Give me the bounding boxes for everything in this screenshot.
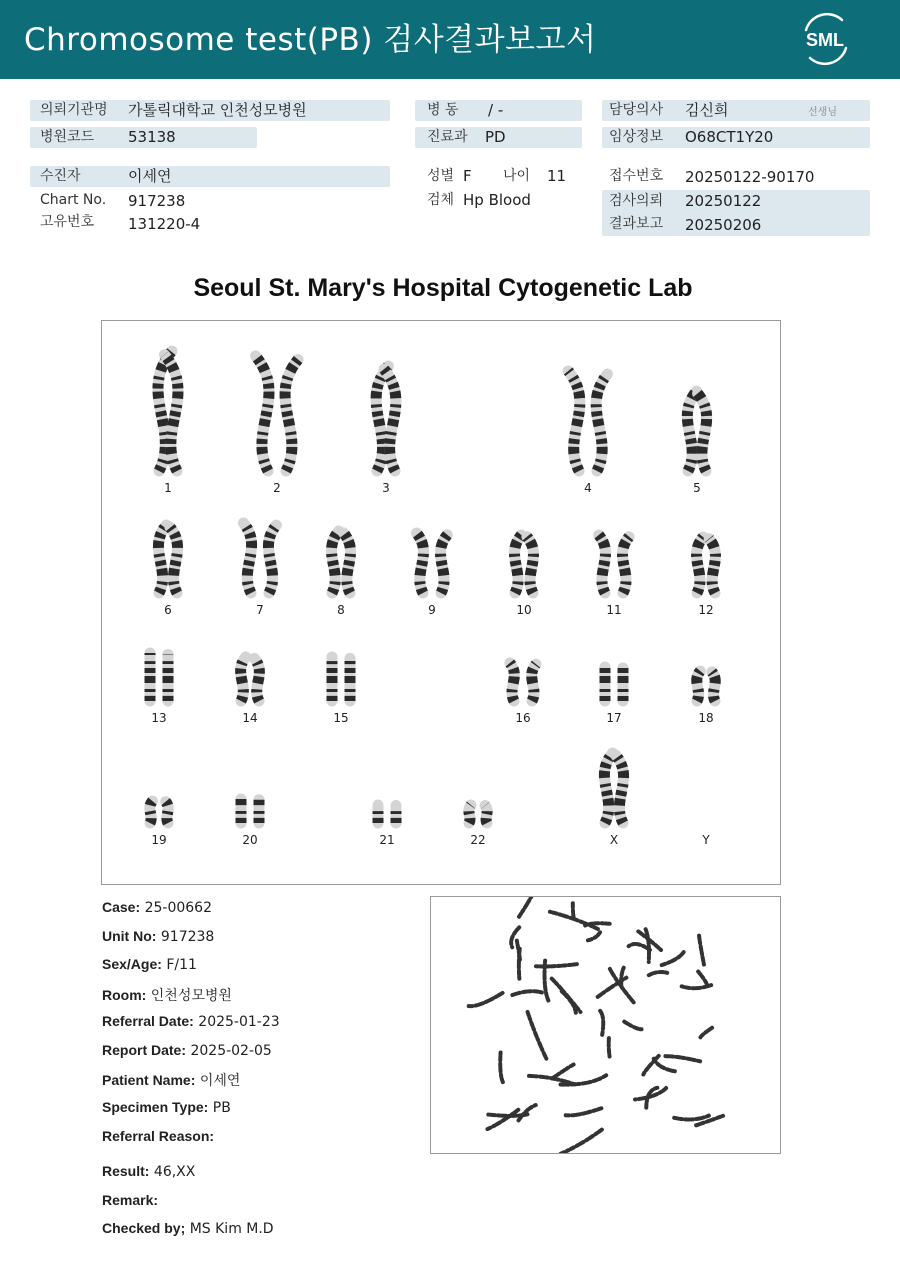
chromosome-22-a	[469, 805, 471, 823]
metaphase-panel	[430, 896, 781, 1154]
header-banner	[0, 0, 900, 79]
specimen-value: Hp Blood	[463, 191, 531, 209]
chromosome-19-a	[150, 801, 153, 823]
sexage-value: F/11	[166, 957, 197, 973]
department-label: 진료과	[427, 129, 468, 145]
chromosome-label-3: 3	[382, 481, 390, 495]
hospital-code-label: 병원코드	[40, 129, 95, 145]
checked-by-line	[102, 1220, 274, 1237]
case-report-date-label: Report Date:	[102, 1042, 187, 1058]
report-date-line	[102, 1042, 272, 1059]
request-date-label: 검사의뢰	[609, 193, 664, 209]
chromosome-label-5: 5	[693, 481, 701, 495]
result-line	[102, 1163, 195, 1180]
chromosome-label-2: 2	[273, 481, 281, 495]
chromosome-label-9: 9	[428, 603, 436, 617]
chromosome-label-22: 22	[470, 833, 486, 847]
ward-label: 병 동	[427, 102, 459, 118]
unit-line	[102, 928, 214, 945]
metaphase-chromosome	[561, 1130, 602, 1153]
chromosome-18-b	[712, 672, 715, 701]
chromosome-label-20: 20	[242, 833, 258, 847]
report-date-value: 20250206	[685, 216, 762, 234]
chromosome-label-14: 14	[242, 711, 258, 725]
case-label: Case:	[102, 899, 141, 915]
chromosome-2-a	[256, 356, 269, 471]
patient-name-value: 이세연	[128, 167, 172, 185]
chromosome-12-b	[709, 539, 715, 593]
chart-no-label: Chart No.	[40, 192, 107, 208]
logo-text: SML	[806, 30, 844, 50]
unit-label: Unit No:	[102, 928, 157, 944]
case-line	[102, 899, 212, 916]
room-line	[102, 985, 232, 1005]
chart-no-value: 917238	[128, 192, 186, 210]
specimen-type-label: Specimen Type:	[102, 1099, 209, 1115]
metaphase-chromosome	[665, 1056, 700, 1061]
chromosome-7-b	[268, 525, 276, 593]
chromosome-12-a	[697, 537, 704, 593]
referral-date-label: Referral Date:	[102, 1013, 194, 1029]
unique-no-value: 131220-4	[128, 215, 201, 233]
patient-name-row	[30, 166, 390, 187]
age-label: 나이	[503, 168, 531, 184]
chromosome-label-17: 17	[606, 711, 622, 725]
institution-label: 의뢰기관명	[40, 102, 108, 118]
request-date-value: 20250122	[685, 192, 762, 210]
chromosome-18-a	[697, 671, 700, 701]
case-patient-name-label: Patient Name:	[102, 1072, 196, 1088]
clinical-value: O68CT1Y20	[685, 128, 774, 146]
metaphase-chromosome	[649, 972, 669, 975]
chromosome-11-b	[623, 537, 630, 593]
metaphase-chromosome	[573, 902, 574, 918]
department-value: PD	[485, 128, 506, 146]
chromosome-5-b	[698, 393, 707, 471]
metaphase-chromosome	[487, 1110, 518, 1129]
metaphase-chromosome	[528, 1012, 547, 1059]
chromosome-6-a	[158, 525, 166, 593]
sexage-label: Sex/Age:	[102, 956, 162, 972]
chromosome-label-19: 19	[151, 833, 167, 847]
room-value: 인천성모병원	[150, 988, 232, 1004]
remark-label: Remark:	[102, 1192, 159, 1208]
case-patient-name-value: 이세연	[199, 1073, 241, 1089]
chromosome-label-1: 1	[164, 481, 172, 495]
chromosome-3-b	[384, 369, 396, 471]
metaphase-chromosome	[500, 1051, 503, 1082]
metaphase-chromosome	[529, 1076, 575, 1084]
chromosome-label-Y: Y	[702, 833, 710, 847]
result-label: Result:	[102, 1163, 150, 1179]
chromosome-8-b	[344, 533, 351, 593]
metaphase-chromosome	[621, 967, 624, 987]
doctor-value: 김신희	[685, 101, 729, 119]
report-title: Chromosome test(PB) 검사결과보고서	[24, 22, 597, 58]
checked-by-value: MS Kim M.D	[189, 1221, 274, 1237]
report-date-label: 결과보고	[609, 216, 664, 232]
chromosome-label-12: 12	[698, 603, 714, 617]
chromosome-4-a	[568, 371, 580, 471]
chromosome-11-a	[599, 535, 606, 593]
specimen-label: 검체	[427, 192, 455, 208]
chromosome-label-10: 10	[516, 603, 532, 617]
chromosome-22-b	[485, 806, 487, 823]
unit-value: 917238	[160, 929, 215, 945]
metaphase-chromosome	[674, 1116, 709, 1120]
chromosome-14-b	[254, 658, 259, 701]
chromosome-2-b	[285, 359, 298, 471]
checked-by-label: Checked by;	[102, 1220, 186, 1236]
chromosome-label-X: X	[609, 833, 619, 847]
chromosome-9-b	[441, 535, 448, 593]
chromosome-6-b	[170, 527, 178, 593]
specimen-type-value: PB	[212, 1100, 231, 1116]
room-label: Room:	[102, 987, 147, 1003]
doctor-suffix: 선생님	[808, 107, 837, 118]
result-value: 46,XX	[153, 1164, 196, 1180]
metaphase-chromosome	[700, 1028, 712, 1038]
sex-label: 성별	[427, 168, 455, 184]
chromosome-label-13: 13	[151, 711, 167, 725]
clinical-label: 임상정보	[609, 129, 664, 145]
chromosome-label-18: 18	[698, 711, 714, 725]
doctor-label: 담당의사	[609, 102, 664, 118]
chromosome-label-4: 4	[584, 481, 592, 495]
institution-value: 가톨릭대학교 인천성모병원	[128, 101, 307, 119]
metaphase-chromosome	[535, 964, 577, 966]
hospital-code-value: 53138	[128, 128, 176, 146]
metaphase-chromosome	[519, 897, 536, 917]
metaphase-chromosome	[469, 993, 503, 1006]
chromosome-label-11: 11	[606, 603, 622, 617]
remark-line	[102, 1192, 158, 1209]
chromosome-label-15: 15	[333, 711, 349, 725]
chromosome-7-a	[243, 523, 251, 593]
chromosome-label-16: 16	[515, 711, 531, 725]
metaphase-chromosome	[566, 1108, 602, 1115]
metaphase-chromosome	[552, 1064, 573, 1078]
case-report-date-value: 2025-02-05	[190, 1043, 272, 1059]
chromosome-19-b	[166, 802, 168, 823]
referral-reason-label: Referral Reason:	[102, 1128, 215, 1144]
metaphase-chromosome	[660, 952, 683, 965]
metaphase-chromosome	[488, 1114, 527, 1116]
chromosome-label-21: 21	[379, 833, 395, 847]
sml-logo	[798, 12, 854, 66]
chromosome-16-a	[510, 663, 514, 701]
metaphase-chromosome	[512, 991, 544, 995]
metaphase-chromosome	[609, 1038, 610, 1056]
specimen-type-line	[102, 1099, 231, 1116]
chromosome-4-b	[596, 374, 607, 471]
metaphase-chromosome	[699, 936, 704, 965]
referral-reason-line	[102, 1128, 214, 1145]
metaphase-chromosome	[698, 972, 706, 984]
metaphase-image	[431, 897, 780, 1153]
karyotype-panel	[101, 320, 781, 885]
ward-value: / -	[488, 101, 504, 119]
chromosome-5-a	[687, 391, 696, 471]
sex-value: F	[463, 167, 472, 185]
referral-date-value: 2025-01-23	[198, 1014, 280, 1030]
chromosome-9-a	[417, 533, 424, 593]
chromosome-10-b	[527, 537, 534, 593]
sexage-line	[102, 956, 197, 973]
receipt-no-value: 20250122-90170	[685, 168, 815, 186]
chromosome-10-a	[515, 535, 522, 593]
patient-name-line	[102, 1070, 240, 1090]
chromosome-16-b	[532, 664, 536, 701]
metaphase-chromosome	[654, 1059, 675, 1072]
lab-title: Seoul St. Mary's Hospital Cytogenetic Lab	[193, 274, 693, 302]
chromosome-label-7: 7	[256, 603, 264, 617]
case-value: 25-00662	[144, 900, 212, 916]
chromosome-X-a	[604, 753, 612, 823]
chromosome-label-6: 6	[164, 603, 172, 617]
chromosome-8-a	[331, 531, 338, 593]
chromosome-X-b	[616, 755, 624, 823]
referral-date-line	[102, 1013, 280, 1030]
receipt-no-label: 접수번호	[609, 168, 664, 184]
chromosome-label-8: 8	[337, 603, 345, 617]
metaphase-chromosome	[624, 1022, 644, 1030]
chromosome-14-a	[241, 657, 246, 701]
metaphase-chromosome	[600, 1011, 603, 1035]
metaphase-chromosome	[629, 944, 650, 950]
unique-no-label: 고유번호	[40, 214, 95, 230]
patient-name-label: 수진자	[40, 168, 81, 184]
metaphase-chromosome	[587, 932, 600, 940]
age-value: 11	[547, 167, 567, 185]
